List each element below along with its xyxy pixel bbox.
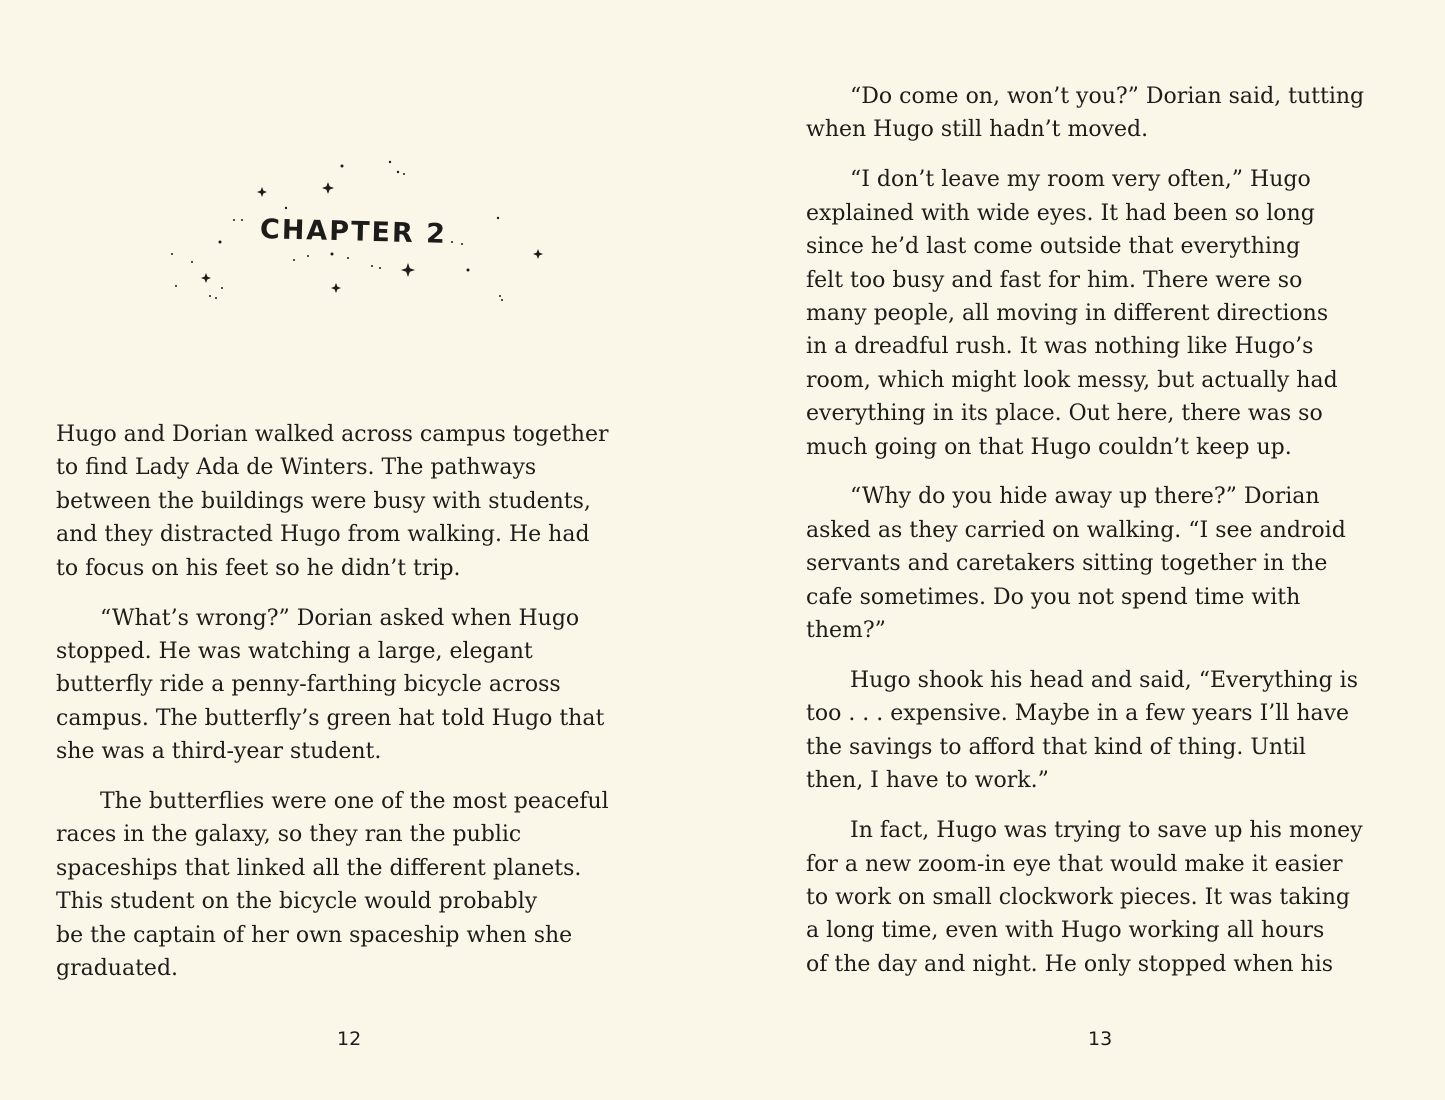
paragraph [56, 602, 656, 769]
text-line: everything in its place. Out here, there was so [806, 401, 1323, 427]
text-line: she was a third-year student. [56, 739, 382, 765]
text-line: Hugo and Dorian walked across campus together [56, 422, 609, 447]
text-line: be the captain of her own spaceship when she [56, 922, 573, 948]
paragraph [56, 418, 656, 585]
page-number-left: 12 [337, 1028, 362, 1050]
text-line: Hugo shook his head and said, “Everything is [850, 668, 1359, 693]
text-line: This student on the bicycle would probably [56, 889, 538, 915]
text-line: between the buildings were busy with students, [56, 488, 591, 514]
chapter-heading [160, 150, 560, 310]
text-line: “I don’t leave my room very often,” Hugo [850, 167, 1311, 193]
text-line: of the day and night. He only stopped when his [806, 951, 1334, 977]
text-line: to find Lady Ada de Winters. The pathways [56, 455, 537, 481]
chapter-title: CHAPTER 2 [259, 214, 448, 250]
text-line: servants and caretakers sitting together in the [806, 551, 1328, 577]
text-line: room, which might look messy, but actually had [806, 367, 1338, 393]
text-line: to work on small clockwork pieces. It was taking [806, 884, 1350, 910]
text-line: too . . . expensive. Maybe in a few years I’ll have [806, 701, 1350, 727]
left-page [0, 0, 722, 1100]
text-line: campus. The butterfly’s green hat told Hugo that [56, 705, 605, 731]
left-body-text [56, 418, 656, 1002]
text-line: in a dreadful rush. It was nothing like Hugo’s [806, 334, 1314, 360]
paragraph [806, 664, 1406, 798]
text-line: graduated. [56, 956, 179, 982]
text-line: many people, all moving in different directions [806, 300, 1329, 326]
text-line: cafe sometimes. Do you not spend time with [806, 584, 1301, 610]
text-line: “Do come on, won’t you?” Dorian said, tutting [850, 84, 1365, 109]
text-line: explained with wide eyes. It had been so long [806, 200, 1315, 226]
text-line: to focus on his feet so he didn’t trip. [56, 555, 461, 581]
text-line: felt too busy and fast for him. There were so [806, 267, 1303, 293]
text-line: then, I have to work.” [806, 768, 1049, 794]
text-line: asked as they carried on walking. “I see android [806, 517, 1346, 543]
text-line: In fact, Hugo was trying to save up his money [850, 818, 1363, 844]
right-page [722, 0, 1445, 1100]
text-line: since he’d last come outside that everything [806, 234, 1301, 260]
text-line: when Hugo still hadn’t moved. [806, 117, 1149, 143]
right-body-text [806, 80, 1406, 998]
text-line: “Why do you hide away up there?” Dorian [850, 484, 1320, 510]
paragraph [806, 163, 1406, 464]
text-line: much going on that Hugo couldn’t keep up. [806, 434, 1292, 460]
paragraph [56, 785, 656, 985]
text-line: them?” [806, 618, 886, 644]
text-line: and they distracted Hugo from walking. He had [56, 522, 590, 548]
text-line: a long time, even with Hugo working all hours [806, 918, 1325, 944]
text-line: stopped. He was watching a large, elegant [56, 638, 533, 664]
text-line: “What’s wrong?” Dorian asked when Hugo [100, 605, 580, 631]
text-line: races in the galaxy, so they ran the public [56, 822, 522, 848]
text-line: for a new zoom-in eye that would make it easier [806, 851, 1343, 877]
paragraph [806, 80, 1406, 147]
text-line: the savings to afford that kind of thing. Until [806, 734, 1306, 760]
paragraph [806, 480, 1406, 647]
text-line: butterfly ride a penny-farthing bicycle across [56, 672, 561, 698]
paragraph [806, 814, 1406, 981]
text-line: The butterflies were one of the most peaceful [100, 789, 609, 815]
text-line: spaceships that linked all the different planets. [56, 855, 582, 881]
page-number-right: 13 [1088, 1028, 1113, 1050]
